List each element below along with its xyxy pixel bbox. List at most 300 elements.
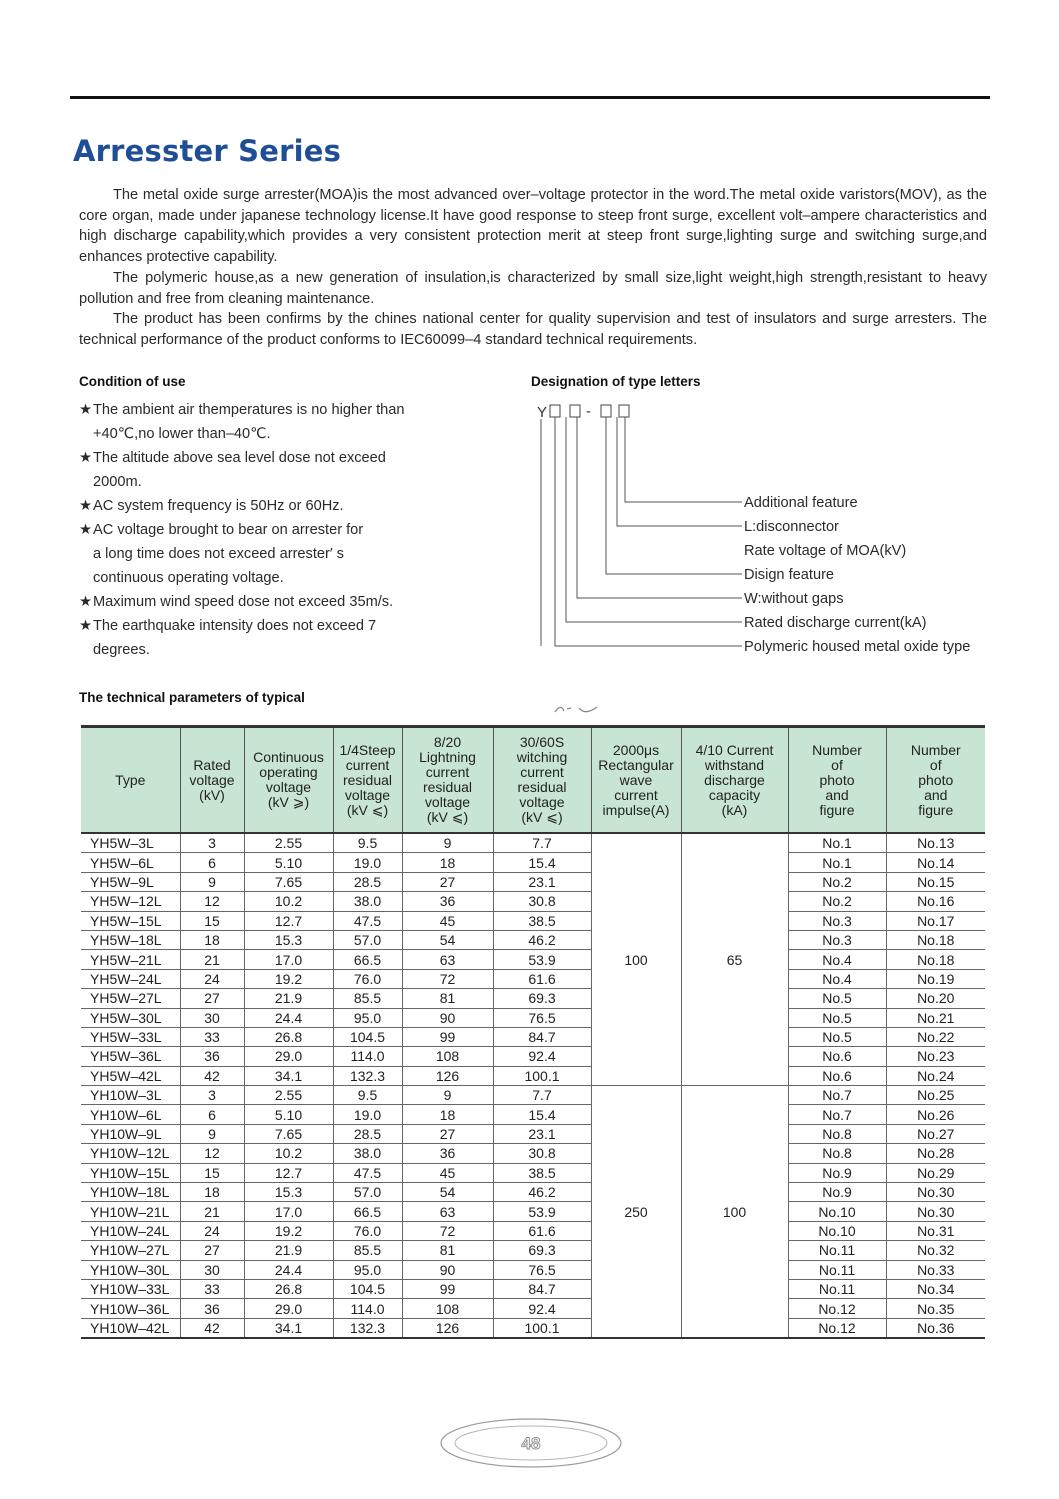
- table-row: [81, 989, 985, 1008]
- table-cell: 92.4: [493, 1047, 591, 1066]
- type-cell: YH5W–18L: [81, 930, 180, 949]
- type-cell: YH5W–3L: [81, 833, 180, 853]
- figure-number-cell: No.18: [886, 950, 985, 969]
- table-cell: 36: [180, 1299, 244, 1318]
- condition-text: Maximum wind speed dose not exceed 35m/s.: [93, 594, 394, 610]
- technical-parameters-table: [81, 725, 985, 1339]
- table-cell: 76.5: [493, 1260, 591, 1279]
- table-cell: 63: [402, 950, 493, 969]
- photo-number-cell: No.10: [788, 1202, 886, 1221]
- column-header: 30/60S witching current residual voltage (kV ⩽): [493, 727, 591, 834]
- type-cell: YH10W–24L: [81, 1221, 180, 1240]
- table-row: [81, 892, 985, 911]
- designation-label: Disign feature: [744, 567, 835, 583]
- table-cell: 76.5: [493, 1008, 591, 1027]
- type-cell: YH10W–15L: [81, 1163, 180, 1182]
- table-cell: 21: [180, 1202, 244, 1221]
- table-cell: 21.9: [244, 989, 333, 1008]
- table-cell: 24: [180, 969, 244, 988]
- table-cell: 2.55: [244, 833, 333, 853]
- table-cell: 53.9: [493, 950, 591, 969]
- table-row: [81, 930, 985, 949]
- table-row: [81, 1144, 985, 1163]
- table-row: [81, 1260, 985, 1279]
- table-cell: 15.4: [493, 1105, 591, 1124]
- table-cell: 53.9: [493, 1202, 591, 1221]
- table-cell: 38.0: [333, 1144, 402, 1163]
- table-row: [81, 1066, 985, 1085]
- designation-box: [570, 405, 580, 417]
- designation-heading: Designation of type letters: [531, 374, 701, 389]
- table-cell: 92.4: [493, 1299, 591, 1318]
- table-cell: 5.10: [244, 853, 333, 872]
- table-cell: 12.7: [244, 911, 333, 930]
- table-cell: 69.3: [493, 989, 591, 1008]
- table-cell: 15: [180, 911, 244, 930]
- table-cell: 19.2: [244, 969, 333, 988]
- table-row: [81, 1183, 985, 1202]
- table-cell: 6: [180, 853, 244, 872]
- figure-number-cell: No.26: [886, 1105, 985, 1124]
- column-header: 1/4Steep current residual voltage (kV ⩽): [333, 727, 402, 834]
- table-cell: 54: [402, 1183, 493, 1202]
- table-cell: 30: [180, 1260, 244, 1279]
- figure-number-cell: No.29: [886, 1163, 985, 1182]
- designation-diagram: [520, 395, 1000, 665]
- table-cell: 38.0: [333, 892, 402, 911]
- table-cell: 9.5: [333, 1086, 402, 1105]
- photo-number-cell: No.4: [788, 950, 886, 969]
- designation-dash: -: [586, 403, 591, 420]
- type-cell: YH5W–36L: [81, 1047, 180, 1066]
- photo-number-cell: No.5: [788, 1027, 886, 1046]
- table-cell: 84.7: [493, 1027, 591, 1046]
- table-cell: 99: [402, 1027, 493, 1046]
- table-cell: 72: [402, 969, 493, 988]
- table-cell: 76.0: [333, 1221, 402, 1240]
- table-row: [81, 1124, 985, 1143]
- condition-text: a long time does not exceed arrester′ s: [93, 546, 344, 562]
- table-cell: 28.5: [333, 872, 402, 891]
- table-cell: 10.2: [244, 892, 333, 911]
- table-cell: 36: [402, 892, 493, 911]
- designation-label: Rate voltage of MOA(kV): [744, 543, 907, 559]
- table-cell: 28.5: [333, 1124, 402, 1143]
- table-row: [81, 950, 985, 969]
- table-cell: 9: [402, 833, 493, 853]
- figure-number-cell: No.23: [886, 1047, 985, 1066]
- table-cell: 12.7: [244, 1163, 333, 1182]
- photo-number-cell: No.1: [788, 853, 886, 872]
- table-cell: 19.0: [333, 853, 402, 872]
- table-cell: 126: [402, 1318, 493, 1338]
- figure-number-cell: No.25: [886, 1086, 985, 1105]
- table-row: [81, 1008, 985, 1027]
- table-cell: 54: [402, 930, 493, 949]
- table-cell: 27: [402, 1124, 493, 1143]
- table-cell: 90: [402, 1260, 493, 1279]
- intro-paragraph: The metal oxide surge arrester(MOA)is the most advanced over–voltage protector in the word.The metal oxide varistors(MOV), as the core organ, made under japanese technology license.It have good response to steep front surge, excellent volt–ampere characteristics and high discharge capability,which provides a very consistent protection merit at steep front surge,lighting surge and switching surge,and enhances protective capability.: [79, 187, 987, 266]
- table-cell: 27: [180, 989, 244, 1008]
- table-cell: 5.10: [244, 1105, 333, 1124]
- page-number: 48: [521, 1434, 541, 1453]
- designation-box: [550, 405, 560, 417]
- table-body: [81, 833, 985, 1338]
- table-cell: 21: [180, 950, 244, 969]
- table-cell: 114.0: [333, 1299, 402, 1318]
- figure-number-cell: No.34: [886, 1279, 985, 1298]
- table-cell: 61.6: [493, 1221, 591, 1240]
- figure-number-cell: No.16: [886, 892, 985, 911]
- table-header-row: [81, 727, 985, 834]
- photo-number-cell: No.2: [788, 872, 886, 891]
- table-cell: 18: [402, 1105, 493, 1124]
- table-cell: 132.3: [333, 1318, 402, 1338]
- table-cell: 47.5: [333, 911, 402, 930]
- figure-number-cell: No.21: [886, 1008, 985, 1027]
- table-cell: 132.3: [333, 1066, 402, 1085]
- table-cell: 7.65: [244, 1124, 333, 1143]
- condition-text: AC voltage brought to bear on arrester for: [93, 522, 364, 538]
- type-cell: YH10W–6L: [81, 1105, 180, 1124]
- technical-heading: The technical parameters of typical: [79, 690, 305, 705]
- table-cell: 99: [402, 1279, 493, 1298]
- figure-number-cell: No.36: [886, 1318, 985, 1338]
- condition-text: The ambient air themperatures is no higher than: [93, 402, 405, 418]
- table-cell: 45: [402, 911, 493, 930]
- condition-text: 2000m.: [93, 474, 142, 490]
- table-cell: 3: [180, 833, 244, 853]
- type-cell: YH10W–30L: [81, 1260, 180, 1279]
- photo-number-cell: No.7: [788, 1086, 886, 1105]
- column-header: Rated voltage (kV): [180, 727, 244, 834]
- table-cell: 33: [180, 1027, 244, 1046]
- table-cell: 7.65: [244, 872, 333, 891]
- scan-mark: [553, 702, 603, 716]
- table-cell: 61.6: [493, 969, 591, 988]
- capacity-cell: 100: [681, 1086, 788, 1339]
- photo-number-cell: No.6: [788, 1047, 886, 1066]
- figure-number-cell: No.17: [886, 911, 985, 930]
- table-cell: 7.7: [493, 833, 591, 853]
- table-cell: 23.1: [493, 1124, 591, 1143]
- table-row: [81, 1202, 985, 1221]
- figure-number-cell: No.30: [886, 1202, 985, 1221]
- designation-box: [619, 405, 629, 417]
- table-cell: 38.5: [493, 911, 591, 930]
- table-cell: 15.3: [244, 1183, 333, 1202]
- table-cell: 26.8: [244, 1279, 333, 1298]
- photo-number-cell: No.3: [788, 911, 886, 930]
- table-cell: 18: [180, 930, 244, 949]
- table-cell: 29.0: [244, 1047, 333, 1066]
- condition-text: The altitude above sea level dose not exceed: [93, 450, 386, 466]
- table-cell: 108: [402, 1299, 493, 1318]
- intro-paragraph: The polymeric house,as a new generation of insulation,is characterized by small size,light weight,high strength,resistant to heavy pollution and free from cleaning maintenance.: [79, 269, 987, 307]
- figure-number-cell: No.14: [886, 853, 985, 872]
- table-cell: 15.4: [493, 853, 591, 872]
- table-cell: 100.1: [493, 1066, 591, 1085]
- photo-number-cell: No.11: [788, 1279, 886, 1298]
- top-rule: [70, 96, 990, 99]
- condition-item: [79, 398, 439, 446]
- column-header: Type: [81, 727, 180, 834]
- photo-number-cell: No.9: [788, 1183, 886, 1202]
- condition-list: [79, 398, 439, 662]
- table-cell: 42: [180, 1066, 244, 1085]
- table-cell: 114.0: [333, 1047, 402, 1066]
- table-cell: 2.55: [244, 1086, 333, 1105]
- table-row: [81, 1318, 985, 1338]
- capacity-cell: 65: [681, 833, 788, 1086]
- photo-number-cell: No.9: [788, 1163, 886, 1182]
- table-cell: 15.3: [244, 930, 333, 949]
- type-cell: YH10W–18L: [81, 1183, 180, 1202]
- intro-paragraph: The product has been confirms by the chines national center for quality supervision and test of insulators and surge arresters. The technical performance of the product conforms to IEC60099–4 standard technical requirements.: [79, 311, 987, 348]
- table-row: [81, 1105, 985, 1124]
- table-cell: 10.2: [244, 1144, 333, 1163]
- figure-number-cell: No.30: [886, 1183, 985, 1202]
- figure-number-cell: No.13: [886, 833, 985, 853]
- table-cell: 29.0: [244, 1299, 333, 1318]
- condition-item: [79, 590, 439, 614]
- table-cell: 46.2: [493, 930, 591, 949]
- table-cell: 108: [402, 1047, 493, 1066]
- star-bullet-icon: ★: [79, 450, 93, 466]
- type-cell: YH10W–36L: [81, 1299, 180, 1318]
- type-cell: YH5W–12L: [81, 892, 180, 911]
- table-cell: 63: [402, 1202, 493, 1221]
- figure-number-cell: No.27: [886, 1124, 985, 1143]
- column-header: Number of photo and figure: [788, 727, 886, 834]
- table-cell: 95.0: [333, 1260, 402, 1279]
- table-cell: 9: [402, 1086, 493, 1105]
- photo-number-cell: No.8: [788, 1124, 886, 1143]
- type-cell: YH5W–42L: [81, 1066, 180, 1085]
- table-cell: 15: [180, 1163, 244, 1182]
- condition-item: [79, 494, 439, 518]
- table-cell: 126: [402, 1066, 493, 1085]
- photo-number-cell: No.11: [788, 1241, 886, 1260]
- photo-number-cell: No.5: [788, 1008, 886, 1027]
- table-cell: 76.0: [333, 969, 402, 988]
- designation-label: L:disconnector: [744, 519, 839, 535]
- star-bullet-icon: ★: [79, 498, 93, 514]
- figure-number-cell: No.24: [886, 1066, 985, 1085]
- table-cell: 46.2: [493, 1183, 591, 1202]
- figure-number-cell: No.15: [886, 872, 985, 891]
- type-cell: YH10W–9L: [81, 1124, 180, 1143]
- table-cell: 66.5: [333, 1202, 402, 1221]
- table-cell: 19.2: [244, 1221, 333, 1240]
- table-cell: 30: [180, 1008, 244, 1027]
- condition-text: AC system frequency is 50Hz or 60Hz.: [93, 498, 344, 514]
- table-cell: 19.0: [333, 1105, 402, 1124]
- table-cell: 18: [180, 1183, 244, 1202]
- type-cell: YH10W–27L: [81, 1241, 180, 1260]
- photo-number-cell: No.1: [788, 833, 886, 853]
- table-cell: 85.5: [333, 989, 402, 1008]
- type-cell: YH10W–12L: [81, 1144, 180, 1163]
- table-cell: 30.8: [493, 1144, 591, 1163]
- table-cell: 9.5: [333, 833, 402, 853]
- table-row: [81, 911, 985, 930]
- type-cell: YH5W–6L: [81, 853, 180, 872]
- type-cell: YH10W–3L: [81, 1086, 180, 1105]
- table-row: [81, 1221, 985, 1240]
- photo-number-cell: No.11: [788, 1260, 886, 1279]
- table-cell: 72: [402, 1221, 493, 1240]
- table-cell: 90: [402, 1008, 493, 1027]
- designation-label: Polymeric housed metal oxide type: [744, 639, 971, 655]
- table-cell: 9: [180, 872, 244, 891]
- table-cell: 24.4: [244, 1008, 333, 1027]
- condition-text: degrees.: [93, 642, 150, 658]
- table-cell: 33: [180, 1279, 244, 1298]
- table-cell: 69.3: [493, 1241, 591, 1260]
- condition-item: [79, 518, 439, 590]
- designation-label: Additional feature: [744, 495, 858, 511]
- photo-number-cell: No.12: [788, 1299, 886, 1318]
- table-cell: 24: [180, 1221, 244, 1240]
- condition-text: continuous operating voltage.: [93, 570, 284, 586]
- column-header: 2000μs Rectangular wave current impulse(A): [591, 727, 681, 834]
- type-cell: YH5W–9L: [81, 872, 180, 891]
- type-cell: YH10W–21L: [81, 1202, 180, 1221]
- column-header: 4/10 Current withstand discharge capacity (kA): [681, 727, 788, 834]
- table-cell: 104.5: [333, 1027, 402, 1046]
- photo-number-cell: No.2: [788, 892, 886, 911]
- table-cell: 57.0: [333, 930, 402, 949]
- page-number-badge: [436, 1416, 626, 1476]
- table-cell: 95.0: [333, 1008, 402, 1027]
- designation-box: [601, 405, 611, 417]
- condition-text: The earthquake intensity does not exceed 7: [93, 618, 377, 634]
- intro-text: [79, 185, 987, 351]
- photo-number-cell: No.6: [788, 1066, 886, 1085]
- star-bullet-icon: ★: [79, 594, 93, 610]
- photo-number-cell: No.7: [788, 1105, 886, 1124]
- figure-number-cell: No.33: [886, 1260, 985, 1279]
- table-cell: 47.5: [333, 1163, 402, 1182]
- table-row: [81, 1299, 985, 1318]
- figure-number-cell: No.19: [886, 969, 985, 988]
- type-cell: YH5W–15L: [81, 911, 180, 930]
- photo-number-cell: No.3: [788, 930, 886, 949]
- photo-number-cell: No.5: [788, 989, 886, 1008]
- table-row: [81, 1163, 985, 1182]
- designation-prefix: Y: [537, 404, 548, 421]
- table-row: [81, 969, 985, 988]
- figure-number-cell: No.20: [886, 989, 985, 1008]
- figure-number-cell: No.18: [886, 930, 985, 949]
- photo-number-cell: No.4: [788, 969, 886, 988]
- page-title: Arresster Series: [73, 134, 342, 168]
- table-cell: 17.0: [244, 1202, 333, 1221]
- table-cell: 34.1: [244, 1318, 333, 1338]
- condition-item: [79, 614, 439, 662]
- table-cell: 45: [402, 1163, 493, 1182]
- figure-number-cell: No.28: [886, 1144, 985, 1163]
- table-cell: 7.7: [493, 1086, 591, 1105]
- table-cell: 27: [402, 872, 493, 891]
- type-cell: YH5W–24L: [81, 969, 180, 988]
- table-row: [81, 872, 985, 891]
- table-cell: 26.8: [244, 1027, 333, 1046]
- figure-number-cell: No.32: [886, 1241, 985, 1260]
- type-cell: YH10W–42L: [81, 1318, 180, 1338]
- table-cell: 42: [180, 1318, 244, 1338]
- type-cell: YH5W–33L: [81, 1027, 180, 1046]
- table-row: [81, 853, 985, 872]
- table-cell: 12: [180, 892, 244, 911]
- table-cell: 34.1: [244, 1066, 333, 1085]
- table-cell: 21.9: [244, 1241, 333, 1260]
- table-cell: 81: [402, 1241, 493, 1260]
- type-cell: YH10W–33L: [81, 1279, 180, 1298]
- impulse-cell: 100: [591, 833, 681, 1086]
- table-cell: 23.1: [493, 872, 591, 891]
- table-cell: 3: [180, 1086, 244, 1105]
- photo-number-cell: No.8: [788, 1144, 886, 1163]
- table-cell: 84.7: [493, 1279, 591, 1298]
- star-bullet-icon: ★: [79, 618, 93, 634]
- table-cell: 104.5: [333, 1279, 402, 1298]
- condition-heading: Condition of use: [79, 374, 186, 389]
- table-row: [81, 1241, 985, 1260]
- figure-number-cell: No.22: [886, 1027, 985, 1046]
- table-cell: 81: [402, 989, 493, 1008]
- table-cell: 36: [180, 1047, 244, 1066]
- photo-number-cell: No.12: [788, 1318, 886, 1338]
- condition-item: [79, 446, 439, 494]
- column-header: Number of photo and figure: [886, 727, 985, 834]
- column-header: Continuous operating voltage (kV ⩾): [244, 727, 333, 834]
- condition-text: +40℃,no lower than–40℃.: [93, 426, 271, 442]
- table-cell: 36: [402, 1144, 493, 1163]
- table-row: [81, 1279, 985, 1298]
- table-cell: 12: [180, 1144, 244, 1163]
- table-cell: 38.5: [493, 1163, 591, 1182]
- table-row: [81, 1047, 985, 1066]
- table-cell: 57.0: [333, 1183, 402, 1202]
- photo-number-cell: No.10: [788, 1221, 886, 1240]
- table-cell: 17.0: [244, 950, 333, 969]
- table-row: [81, 1027, 985, 1046]
- table-cell: 30.8: [493, 892, 591, 911]
- type-cell: YH5W–27L: [81, 989, 180, 1008]
- table-cell: 27: [180, 1241, 244, 1260]
- table-cell: 24.4: [244, 1260, 333, 1279]
- impulse-cell: 250: [591, 1086, 681, 1339]
- table-cell: 85.5: [333, 1241, 402, 1260]
- star-bullet-icon: ★: [79, 402, 93, 418]
- designation-label: W:without gaps: [744, 591, 844, 607]
- table-cell: 66.5: [333, 950, 402, 969]
- table-cell: 6: [180, 1105, 244, 1124]
- figure-number-cell: No.31: [886, 1221, 985, 1240]
- type-cell: YH5W–30L: [81, 1008, 180, 1027]
- table-cell: 9: [180, 1124, 244, 1143]
- type-cell: YH5W–21L: [81, 950, 180, 969]
- table-cell: 18: [402, 853, 493, 872]
- designation-label: Rated discharge current(kA): [744, 615, 927, 631]
- designation-leader-lines: [541, 417, 742, 646]
- table-cell: 100.1: [493, 1318, 591, 1338]
- column-header: 8/20 Lightning current residual voltage (kV ⩽): [402, 727, 493, 834]
- star-bullet-icon: ★: [79, 522, 93, 538]
- table-row: [81, 833, 985, 853]
